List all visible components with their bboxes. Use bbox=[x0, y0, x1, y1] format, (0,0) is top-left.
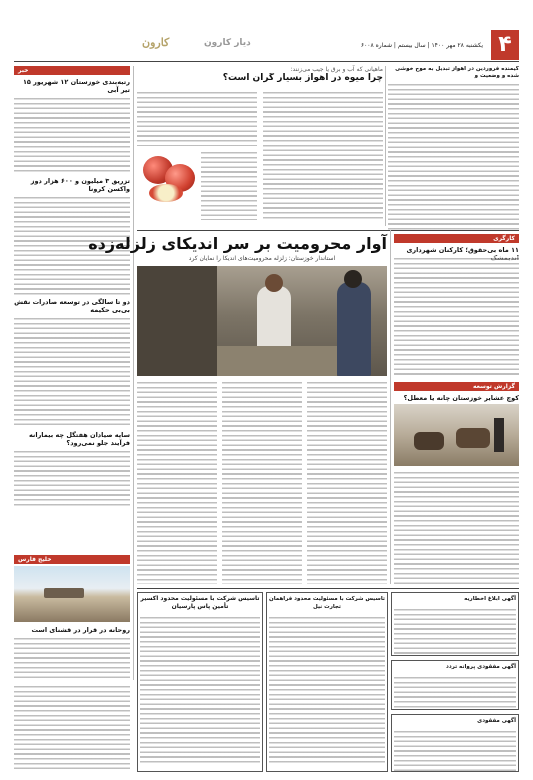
nomad-photo bbox=[394, 404, 519, 466]
ad3-body bbox=[394, 607, 516, 655]
main-story-top-rule bbox=[137, 230, 519, 231]
ad-box-lost-permit bbox=[391, 660, 519, 710]
left-column bbox=[14, 66, 130, 550]
ad3-title: آگهی ابلاغ اخطاریه bbox=[464, 596, 516, 602]
fruit-article bbox=[137, 66, 383, 226]
ad-box-nil bbox=[266, 592, 388, 772]
left-item3-body bbox=[14, 316, 130, 428]
date-line: یکشنبه ۲۸ مهر ۱۴۰۰ | سال بیستم | شماره ۶۰۰۸ bbox=[360, 42, 483, 49]
ad-box-lost bbox=[391, 714, 519, 772]
right-top-article bbox=[388, 66, 519, 226]
photo-animal bbox=[456, 428, 490, 448]
page-number: ۴ bbox=[491, 30, 519, 60]
left-photo bbox=[14, 566, 130, 622]
ad2-title: تاسیس شرکت با مسئولیت محدود فراهمان تجارت نیل bbox=[269, 596, 385, 610]
main-story-subtitle: استاندار خوزستان: زلزله محرومیت‌های اندیکا را نمایان کرد bbox=[188, 255, 336, 262]
fruit-body-col3 bbox=[201, 150, 257, 220]
photo-person2 bbox=[337, 282, 371, 376]
right-section-tag2: گزارش توسعه bbox=[394, 382, 519, 391]
left-item5-body bbox=[14, 636, 130, 680]
left-item4-title: سایه صیادان هفتگل چه بیمارانه فرآیند جلو نمی‌رود؟ bbox=[28, 431, 130, 447]
right-article2-title: کوچ عشایر خوزستان چانه یا معطل؟ bbox=[403, 394, 519, 402]
ad1-body bbox=[140, 615, 260, 765]
ad5-title: آگهی مفقودی bbox=[477, 718, 516, 724]
left-col-divider bbox=[133, 66, 134, 680]
ad4-title: آگهی مفقودی پروانه تردد bbox=[446, 664, 516, 670]
right-top-body bbox=[388, 82, 519, 230]
photo-animal bbox=[414, 432, 444, 450]
page-header bbox=[14, 30, 519, 62]
right-article1-body bbox=[394, 256, 519, 376]
photo-building bbox=[137, 266, 217, 376]
middle-left-col bbox=[137, 380, 217, 584]
left-item5-title: روحانه در قرار در قشنای است bbox=[31, 626, 130, 634]
right-article2-body bbox=[394, 470, 519, 584]
left-item1-body bbox=[14, 96, 130, 174]
left-item2-title: تزریق ۳ میلیون و ۶۰۰ هزار دوز واکسن کرونا bbox=[30, 177, 130, 193]
right-col-divider bbox=[390, 230, 391, 584]
ad4-body bbox=[394, 675, 516, 709]
photo-rubble bbox=[217, 346, 337, 376]
apple-slice-icon bbox=[149, 184, 183, 202]
fruit-body-col1 bbox=[263, 90, 383, 220]
ad1-title: تاسیس شرکت با مسئولیت محدود اکسیر تأمین پاس پارسیان bbox=[140, 595, 260, 610]
left-item3-title: دو تا سالگی در توسعه صادرات نقش بی‌بی حکیمه bbox=[14, 298, 130, 314]
ad-box-exir bbox=[137, 592, 263, 772]
main-body-col1 bbox=[307, 380, 387, 584]
fruit-body-col2 bbox=[137, 90, 257, 146]
apple-image bbox=[139, 150, 199, 206]
ad-box-notice bbox=[391, 592, 519, 656]
main-story-photo bbox=[137, 266, 387, 376]
left-item1-title: رتبه‌بندی خوزستان ۱۲ شهریور ۱۵ تیر آبی bbox=[22, 78, 130, 94]
photo-person bbox=[494, 418, 504, 452]
header-divider bbox=[14, 61, 519, 63]
fruit-title: چرا میوه در اهواز بسیار گران است؟ bbox=[222, 73, 383, 83]
left-item4-body bbox=[14, 449, 130, 507]
ad2-body bbox=[269, 615, 385, 765]
left-section-tag: خبر bbox=[14, 66, 130, 75]
right-article1-title: ۱۱ ماه بی‌حقوق؛ کارکنان شهرداری bbox=[406, 246, 519, 254]
logo: کارون bbox=[142, 36, 170, 49]
left-bottom-body bbox=[14, 684, 130, 772]
section-title: دیار کارون bbox=[204, 38, 251, 48]
top-col-divider bbox=[385, 66, 386, 226]
right-section-tag: کارگری bbox=[394, 234, 519, 243]
fruit-kicker: ماهیانی که آب و برق یا جیب می‌زنند: bbox=[290, 66, 383, 73]
right-top-intro: گیمنده فروردین در اهواز تبدیل به موج خوشی شده و وضعیت و bbox=[395, 66, 519, 79]
ads-top-rule bbox=[137, 588, 519, 589]
photo-person2-head bbox=[344, 270, 362, 288]
main-story-title: آوار محرومیت بر سر اندیکای زلزله‌زده bbox=[88, 234, 387, 253]
photo-section-tag: خلیج فارس bbox=[14, 555, 130, 564]
ad5-body bbox=[394, 729, 516, 771]
photo-person-head bbox=[265, 274, 283, 292]
photo-figure bbox=[44, 588, 84, 598]
main-body-col2 bbox=[222, 380, 302, 584]
